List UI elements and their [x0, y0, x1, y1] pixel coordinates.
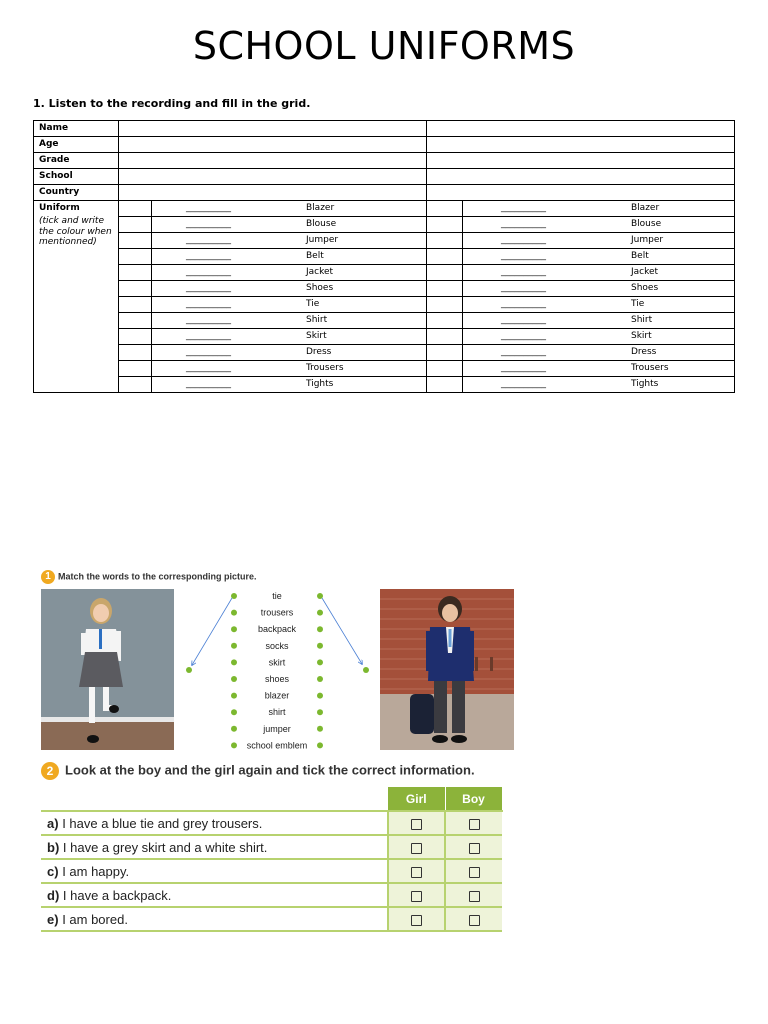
- item-cell-1[interactable]: [152, 313, 427, 329]
- match-word: backpack: [257, 624, 297, 635]
- grid-row: [34, 137, 735, 153]
- statement-cell: [41, 907, 388, 931]
- match-dot-right[interactable]: [317, 626, 323, 632]
- checkbox-icon[interactable]: [469, 867, 480, 878]
- item-cell-1[interactable]: [152, 329, 427, 345]
- colour-blank[interactable]: __________: [501, 203, 546, 213]
- tick-cell-1[interactable]: [119, 281, 152, 297]
- uniform-item: Tie: [306, 299, 320, 309]
- statement-cell: [41, 835, 388, 859]
- uniform-item: Shirt: [631, 315, 653, 325]
- tick-cell-1[interactable]: [119, 313, 152, 329]
- colour-blank[interactable]: __________: [186, 331, 231, 341]
- answer-cell-2[interactable]: [427, 169, 735, 185]
- boy-checkbox-cell[interactable]: [445, 883, 502, 907]
- statement-text: I have a backpack.: [62, 887, 172, 903]
- uniform-row: [34, 217, 735, 233]
- tick-cell-2[interactable]: [427, 217, 463, 233]
- match-dot-right[interactable]: [317, 726, 323, 732]
- tick-instruction-text: Look at the boy and the girl again and tick the correct information.: [65, 762, 475, 778]
- answer-cell-1[interactable]: [119, 185, 427, 201]
- item-cell-1[interactable]: [152, 265, 427, 281]
- boy-target-dot[interactable]: [363, 667, 369, 673]
- listening-grid: [33, 120, 735, 393]
- match-dot-right[interactable]: [317, 709, 323, 715]
- tick-cell-2[interactable]: [427, 377, 463, 393]
- checkbox-icon[interactable]: [411, 915, 422, 926]
- uniform-row: [34, 281, 735, 297]
- colour-blank[interactable]: __________: [186, 379, 231, 389]
- item-cell-2[interactable]: [463, 297, 735, 313]
- tick-cell-2[interactable]: [427, 281, 463, 297]
- match-dot-left[interactable]: [231, 626, 237, 632]
- match-words-area: [180, 585, 380, 755]
- checkbox-icon[interactable]: [411, 843, 422, 854]
- tick-cell-1[interactable]: [119, 329, 152, 345]
- tick-cell-2[interactable]: [427, 313, 463, 329]
- answer-cell-1[interactable]: [119, 121, 427, 137]
- tick-cell-2[interactable]: [427, 329, 463, 345]
- match-dot-left[interactable]: [231, 643, 237, 649]
- boy-checkbox-cell[interactable]: [445, 907, 502, 931]
- item-cell-1[interactable]: [152, 217, 427, 233]
- match-dot-left[interactable]: [231, 693, 237, 699]
- item-cell-2[interactable]: [463, 217, 735, 233]
- tick-cell-2[interactable]: [427, 233, 463, 249]
- girl-photo: [41, 589, 174, 750]
- uniform-item: Jacket: [306, 267, 334, 277]
- uniform-item: Trousers: [306, 363, 344, 373]
- uniform-label-cell: [34, 201, 119, 393]
- tick-row: [41, 883, 502, 907]
- statement-text: I have a blue tie and grey trousers.: [62, 815, 263, 831]
- match-dot-left[interactable]: [231, 659, 237, 665]
- item-cell-1[interactable]: [152, 297, 427, 313]
- checkbox-icon[interactable]: [469, 843, 480, 854]
- colour-blank[interactable]: __________: [186, 283, 231, 293]
- item-cell-2[interactable]: [463, 249, 735, 265]
- grid-row-label: School: [34, 169, 119, 185]
- tick-cell-2[interactable]: [427, 265, 463, 281]
- uniform-row: [34, 265, 735, 281]
- statement-cell: [41, 811, 388, 835]
- boy-photo: [380, 589, 514, 750]
- uniform-row: [34, 201, 735, 217]
- item-cell-2[interactable]: [463, 233, 735, 249]
- girl-checkbox-cell[interactable]: [388, 811, 445, 835]
- girl-checkbox-cell[interactable]: [388, 883, 445, 907]
- checkbox-icon[interactable]: [469, 819, 480, 830]
- uniform-item: Dress: [306, 347, 332, 357]
- match-dot-right[interactable]: [317, 676, 323, 682]
- grid-row: [34, 169, 735, 185]
- answer-cell-2[interactable]: [427, 185, 735, 201]
- tick-cell-1[interactable]: [119, 201, 152, 217]
- checkbox-icon[interactable]: [469, 915, 480, 926]
- uniform-item: Blazer: [631, 203, 660, 213]
- item-cell-1[interactable]: [152, 249, 427, 265]
- colour-blank[interactable]: __________: [186, 299, 231, 309]
- tick-cell-1[interactable]: [119, 297, 152, 313]
- tick-cell-2[interactable]: [427, 201, 463, 217]
- match-dot-right[interactable]: [317, 742, 323, 748]
- match-dot-left[interactable]: [231, 610, 237, 616]
- uniform-item: Blazer: [306, 203, 335, 213]
- uniform-item: Belt: [631, 251, 649, 261]
- uniform-item: Trousers: [631, 363, 669, 373]
- match-word: trousers: [260, 607, 294, 618]
- item-cell-1[interactable]: [152, 377, 427, 393]
- girl-checkbox-cell[interactable]: [388, 859, 445, 883]
- statement-letter: c): [47, 863, 59, 879]
- item-cell-2[interactable]: [463, 361, 735, 377]
- exercise-number-badge: 1: [41, 570, 55, 584]
- statement-text: I am bored.: [62, 911, 128, 927]
- uniform-item: Skirt: [631, 331, 652, 341]
- item-cell-1[interactable]: [152, 233, 427, 249]
- tick-cell-1[interactable]: [119, 377, 152, 393]
- uniform-row: [34, 361, 735, 377]
- match-word: school emblem: [246, 740, 308, 751]
- girl-checkbox-cell[interactable]: [388, 835, 445, 859]
- exercise-number-badge: 2: [41, 762, 59, 780]
- match-dot-left[interactable]: [231, 709, 237, 715]
- uniform-row: [34, 345, 735, 361]
- boy-checkbox-cell[interactable]: [445, 859, 502, 883]
- uniform-item: Shoes: [631, 283, 659, 293]
- statement-cell: [41, 859, 388, 883]
- statement-letter: d): [47, 887, 60, 903]
- statement-letter: e): [47, 911, 59, 927]
- match-word: tie: [272, 591, 282, 601]
- tick-table: [41, 787, 503, 932]
- tick-cell-2[interactable]: [427, 249, 463, 265]
- colour-blank[interactable]: __________: [186, 267, 231, 277]
- boy-checkbox-cell[interactable]: [445, 835, 502, 859]
- uniform-row: [34, 233, 735, 249]
- tick-row: [41, 811, 502, 835]
- colour-blank[interactable]: __________: [186, 347, 231, 357]
- grid-row-label: Country: [34, 185, 119, 201]
- grid-row-label: Grade: [34, 153, 119, 169]
- uniform-row: [34, 377, 735, 393]
- match-dot-left[interactable]: [231, 676, 237, 682]
- uniform-item: Dress: [631, 347, 657, 357]
- exercise1-instruction: 1. Listen to the recording and fill in the grid.: [33, 97, 311, 110]
- col-boy: Boy: [445, 787, 502, 811]
- uniform-item: Jacket: [631, 267, 659, 277]
- item-cell-1[interactable]: [152, 281, 427, 297]
- answer-cell-2[interactable]: [427, 153, 735, 169]
- checkbox-icon[interactable]: [411, 867, 422, 878]
- grid-row-label: Name: [34, 121, 119, 137]
- answer-cell-1[interactable]: [119, 137, 427, 153]
- grid-row: [34, 121, 735, 137]
- item-cell-2[interactable]: [463, 201, 735, 217]
- item-cell-1[interactable]: [152, 201, 427, 217]
- tick-cell-1[interactable]: [119, 345, 152, 361]
- uniform-item: Jumper: [306, 235, 339, 245]
- tick-cell-2[interactable]: [427, 297, 463, 313]
- match-dot-right[interactable]: [317, 643, 323, 649]
- tick-header-empty: [41, 787, 388, 811]
- statement-letter: b): [47, 839, 60, 855]
- col-girl: Girl: [388, 787, 445, 811]
- example-arrow: [192, 598, 232, 665]
- tick-cell-1[interactable]: [119, 265, 152, 281]
- answer-cell-1[interactable]: [119, 153, 427, 169]
- match-instruction: [41, 570, 257, 584]
- match-dot-right[interactable]: [317, 693, 323, 699]
- uniform-row: [34, 313, 735, 329]
- tick-row: [41, 835, 502, 859]
- match-dot-left[interactable]: [231, 726, 237, 732]
- colour-blank[interactable]: __________: [501, 283, 546, 293]
- colour-blank[interactable]: __________: [186, 251, 231, 261]
- match-word: shoes: [264, 674, 290, 684]
- statement-text: I have a grey skirt and a white shirt.: [62, 839, 268, 855]
- colour-blank[interactable]: __________: [186, 363, 231, 373]
- item-cell-2[interactable]: [463, 281, 735, 297]
- answer-cell-2[interactable]: [427, 121, 735, 137]
- page-title: SCHOOL UNIFORMS: [192, 24, 576, 68]
- tick-row: [41, 907, 502, 931]
- colour-blank[interactable]: __________: [501, 331, 546, 341]
- checkbox-icon[interactable]: [411, 891, 422, 902]
- boy-checkbox-cell[interactable]: [445, 811, 502, 835]
- match-dot-right[interactable]: [317, 659, 323, 665]
- item-cell-2[interactable]: [463, 265, 735, 281]
- uniform-row: [34, 329, 735, 345]
- uniform-item: Shoes: [306, 283, 334, 293]
- girl-checkbox-cell[interactable]: [388, 907, 445, 931]
- grid-row-label: Age: [34, 137, 119, 153]
- match-word: skirt: [268, 657, 286, 668]
- uniform-item: Tights: [631, 379, 659, 389]
- match-word: socks: [265, 640, 289, 651]
- colour-blank[interactable]: __________: [501, 219, 546, 229]
- tick-cell-1[interactable]: [119, 249, 152, 265]
- match-word: jumper: [263, 723, 291, 734]
- tick-row: [41, 859, 502, 883]
- statement-text: I am happy.: [62, 863, 130, 879]
- uniform-item: Blouse: [631, 219, 662, 229]
- item-cell-2[interactable]: [463, 313, 735, 329]
- checkbox-icon[interactable]: [469, 891, 480, 902]
- item-cell-1[interactable]: [152, 345, 427, 361]
- colour-blank[interactable]: __________: [501, 347, 546, 357]
- girl-target-dot[interactable]: [186, 667, 192, 673]
- tick-instruction: [41, 762, 475, 780]
- uniform-row: [34, 249, 735, 265]
- uniform-item: Skirt: [306, 331, 327, 341]
- match-word: shirt: [268, 707, 286, 718]
- match-word: blazer: [264, 690, 290, 701]
- uniform-item: Jumper: [631, 235, 664, 245]
- item-cell-2[interactable]: [463, 345, 735, 361]
- statement-cell: [41, 883, 388, 907]
- colour-blank[interactable]: __________: [501, 315, 546, 325]
- colour-blank[interactable]: __________: [186, 219, 231, 229]
- colour-blank[interactable]: __________: [186, 315, 231, 325]
- colour-blank[interactable]: __________: [501, 251, 546, 261]
- uniform-row: [34, 297, 735, 313]
- example-arrow: [322, 598, 362, 664]
- uniform-item: Belt: [306, 251, 324, 261]
- uniform-note: (tick and write the colour when mentionned): [39, 216, 112, 247]
- match-dot-left[interactable]: [231, 742, 237, 748]
- tick-cell-2[interactable]: [427, 345, 463, 361]
- uniform-item: Tie: [631, 299, 645, 309]
- tick-cell-1[interactable]: [119, 361, 152, 377]
- colour-blank[interactable]: __________: [501, 235, 546, 245]
- match-instruction-text: Match the words to the corresponding picture.: [58, 571, 257, 582]
- statement-letter: a): [47, 815, 59, 831]
- tick-cell-1[interactable]: [119, 217, 152, 233]
- grid-row: [34, 185, 735, 201]
- answer-cell-2[interactable]: [427, 137, 735, 153]
- item-cell-1[interactable]: [152, 361, 427, 377]
- colour-blank[interactable]: __________: [186, 235, 231, 245]
- answer-cell-1[interactable]: [119, 169, 427, 185]
- colour-blank[interactable]: __________: [501, 267, 546, 277]
- uniform-item: Blouse: [306, 219, 337, 229]
- colour-blank[interactable]: __________: [501, 299, 546, 309]
- colour-blank[interactable]: __________: [186, 203, 231, 213]
- tick-cell-1[interactable]: [119, 233, 152, 249]
- item-cell-2[interactable]: [463, 329, 735, 345]
- checkbox-icon[interactable]: [411, 819, 422, 830]
- uniform-label: Uniform: [39, 203, 80, 213]
- grid-row: [34, 153, 735, 169]
- colour-blank[interactable]: __________: [501, 379, 546, 389]
- uniform-item: Tights: [306, 379, 334, 389]
- match-dot-right[interactable]: [317, 610, 323, 616]
- item-cell-2[interactable]: [463, 377, 735, 393]
- tick-cell-2[interactable]: [427, 361, 463, 377]
- uniform-item: Shirt: [306, 315, 328, 325]
- colour-blank[interactable]: __________: [501, 363, 546, 373]
